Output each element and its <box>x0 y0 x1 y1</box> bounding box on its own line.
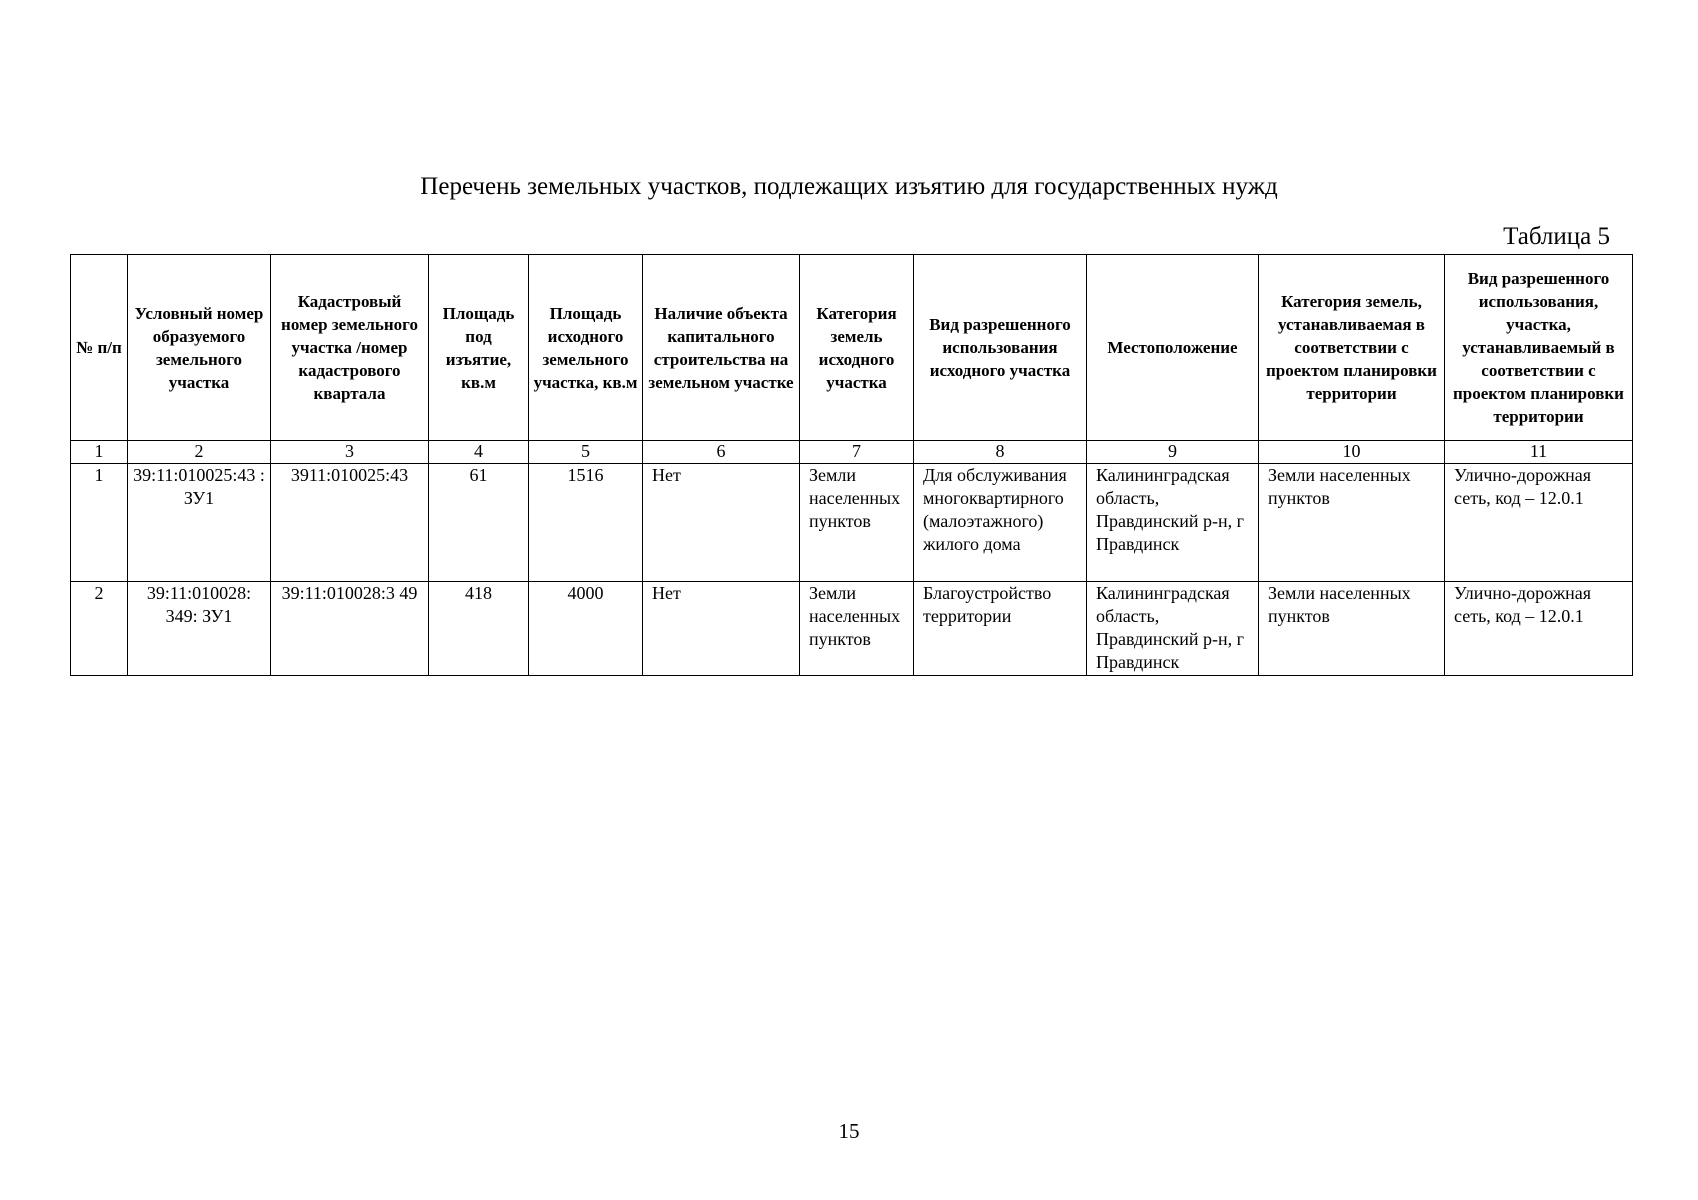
column-number-cell: 6 <box>643 441 800 464</box>
column-number-cell: 4 <box>429 441 529 464</box>
column-number-cell: 9 <box>1087 441 1259 464</box>
header-cell: Площадь исходного земельного участка, кв.м <box>529 255 643 441</box>
table-cell: 1516 <box>529 464 643 582</box>
column-number-cell: 8 <box>914 441 1087 464</box>
table-cell: Улично-дорожная сеть, код – 12.0.1 <box>1445 464 1633 582</box>
table-cell: Благоустройство территории <box>914 582 1087 676</box>
column-number-cell: 1 <box>71 441 128 464</box>
column-number-cell: 5 <box>529 441 643 464</box>
header-cell: Условный номер образуемого земельного участка <box>128 255 271 441</box>
table-cell: 4000 <box>529 582 643 676</box>
column-number-cell: 3 <box>271 441 429 464</box>
table-cell: Улично-дорожная сеть, код – 12.0.1 <box>1445 582 1633 676</box>
table-cell: Земли населенных пунктов <box>1259 582 1445 676</box>
column-number-cell: 10 <box>1259 441 1445 464</box>
header-cell: Кадастровый номер земельного участка /номер кадастрового квартала <box>271 255 429 441</box>
table-cell: 1 <box>71 464 128 582</box>
header-cell: Местоположение <box>1087 255 1259 441</box>
header-cell: № п/п <box>71 255 128 441</box>
table-cell: Земли населенных пунктов <box>800 582 914 676</box>
header-cell: Вид разрешенного использования исходного участка <box>914 255 1087 441</box>
table-header-row <box>71 255 1633 441</box>
table-cell: 418 <box>429 582 529 676</box>
document-title: Перечень земельных участков, подлежащих изъятию для государственных нужд <box>420 173 1278 200</box>
table-row <box>71 464 1633 582</box>
table-row <box>71 582 1633 676</box>
page-number: 15 <box>838 1119 860 1143</box>
table-cell: 2 <box>71 582 128 676</box>
table-cell: Земли населенных пунктов <box>1259 464 1445 582</box>
table-cell: Нет <box>643 582 800 676</box>
column-number-row <box>71 441 1633 464</box>
header-cell: Вид разрешенного использования, участка, устанавливаемый в соответствии с проектом планировки территории <box>1445 255 1633 441</box>
table-cell: Калининградская область, Правдинский р-н, г Правдинск <box>1087 582 1259 676</box>
column-number-cell: 2 <box>128 441 271 464</box>
table-label: Таблица 5 <box>1503 223 1610 250</box>
table-cell: 61 <box>429 464 529 582</box>
table-cell: 3911:010025:43 <box>271 464 429 582</box>
header-cell: Категория земель, устанавливаемая в соответствии с проектом планировки территории <box>1259 255 1445 441</box>
header-cell: Наличие объекта капитального строительства на земельном участке <box>643 255 800 441</box>
land-plots-table <box>70 254 1633 676</box>
table-cell: 39:11:010025:43 : ЗУ1 <box>128 464 271 582</box>
table-cell: Калининградская область, Правдинский р-н, г Правдинск <box>1087 464 1259 582</box>
header-cell: Категория земель исходного участка <box>800 255 914 441</box>
table-cell: 39:11:010028: 349: ЗУ1 <box>128 582 271 676</box>
table-cell: Земли населенных пунктов <box>800 464 914 582</box>
table-cell: Нет <box>643 464 800 582</box>
table-cell: 39:11:010028:3 49 <box>271 582 429 676</box>
table-cell: Для обслуживания многоквартирного (малоэтажного) жилого дома <box>914 464 1087 582</box>
header-cell: Площадь под изъятие, кв.м <box>429 255 529 441</box>
column-number-cell: 7 <box>800 441 914 464</box>
column-number-cell: 11 <box>1445 441 1633 464</box>
